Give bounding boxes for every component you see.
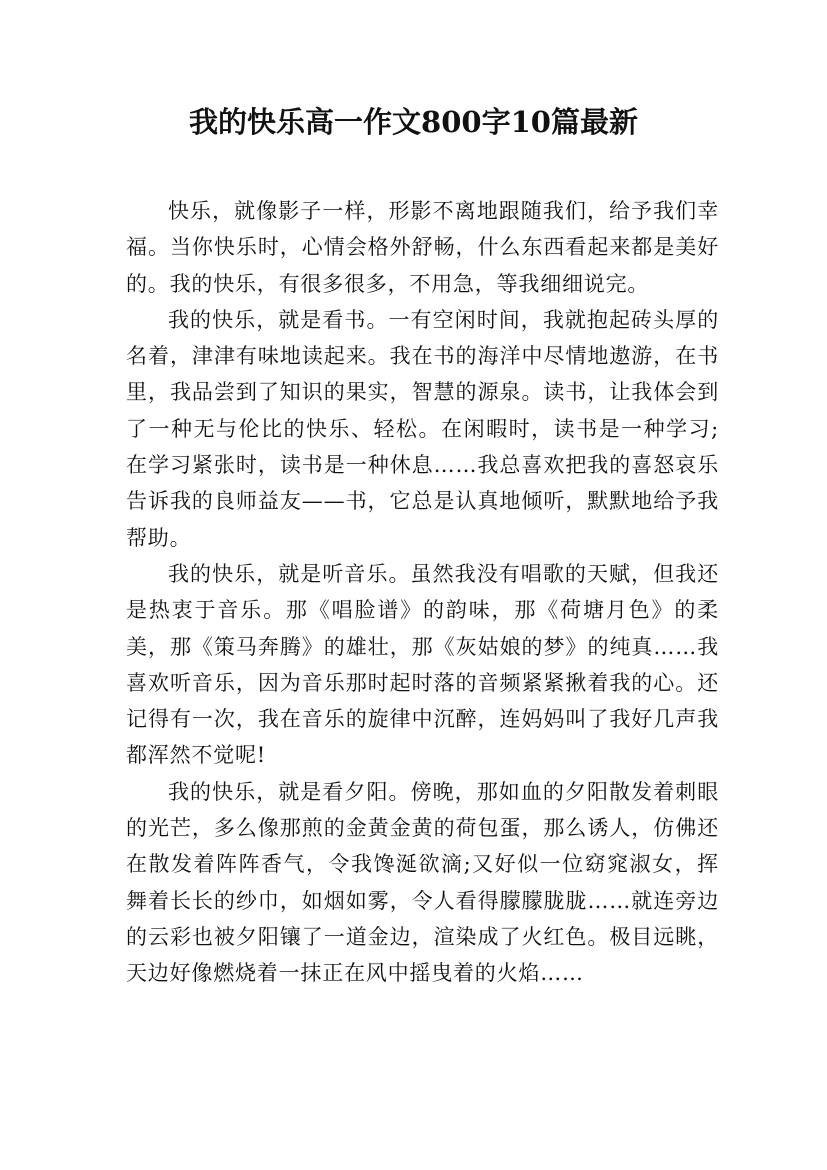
paragraph: 我的快乐，就是看书。一有空闲时间，我就抱起砖头厚的名着，津津有味地读起来。我在书的海洋中尽情地遨游，在书里，我品尝到了知识的果实，智慧的源泉。读书，让我体会到了一种无与伦比的快乐、轻松。在闲暇时，读书是一种学习;在学习紧张时，读书是一种休息……我总喜欢把我的喜怒哀乐告诉我的良师益友——书，它总是认真地倾听，默默地给予我帮助。: [126, 307, 719, 550]
document-title: 我的快乐高一作文800字10篇最新: [189, 105, 638, 139]
paragraph: 我的快乐，就是看夕阳。傍晚，那如血的夕阳散发着刺眼的光芒，多么像那煎的金黄金黄的荷包蛋，那么诱人，仿佛还在散发着阵阵香气，令我馋涎欲滴;又好似一位窈窕淑女，挥舞着长长的纱巾，如烟如雾，令人看得朦朦胧胧……就连旁边的云彩也被夕阳镶了一道金边，渲染成了火红色。极目远眺，天边好像燃烧着一抹正在风中摇曳着的火焰……: [126, 779, 719, 986]
paragraph: 快乐，就像影子一样，形影不离地跟随我们，给予我们幸福。当你快乐时，心情会格外舒畅，什么东西看起来都是美好的。我的快乐，有很多很多，不用急，等我细细说完。: [126, 199, 719, 296]
document-body: [126, 193, 719, 992]
paragraph: 我的快乐，就是听音乐。虽然我没有唱歌的天赋，但我还是热衷于音乐。那《唱脸谱》的韵味，那《荷塘月色》的柔美，那《策马奔腾》的雄壮，那《灰姑娘的梦》的纯真……我喜欢听音乐，因为音乐那时起时落的音频紧紧揪着我的心。还记得有一次，我在音乐的旋律中沉醉，连妈妈叫了我好几声我都浑然不觉呢!: [126, 561, 719, 768]
